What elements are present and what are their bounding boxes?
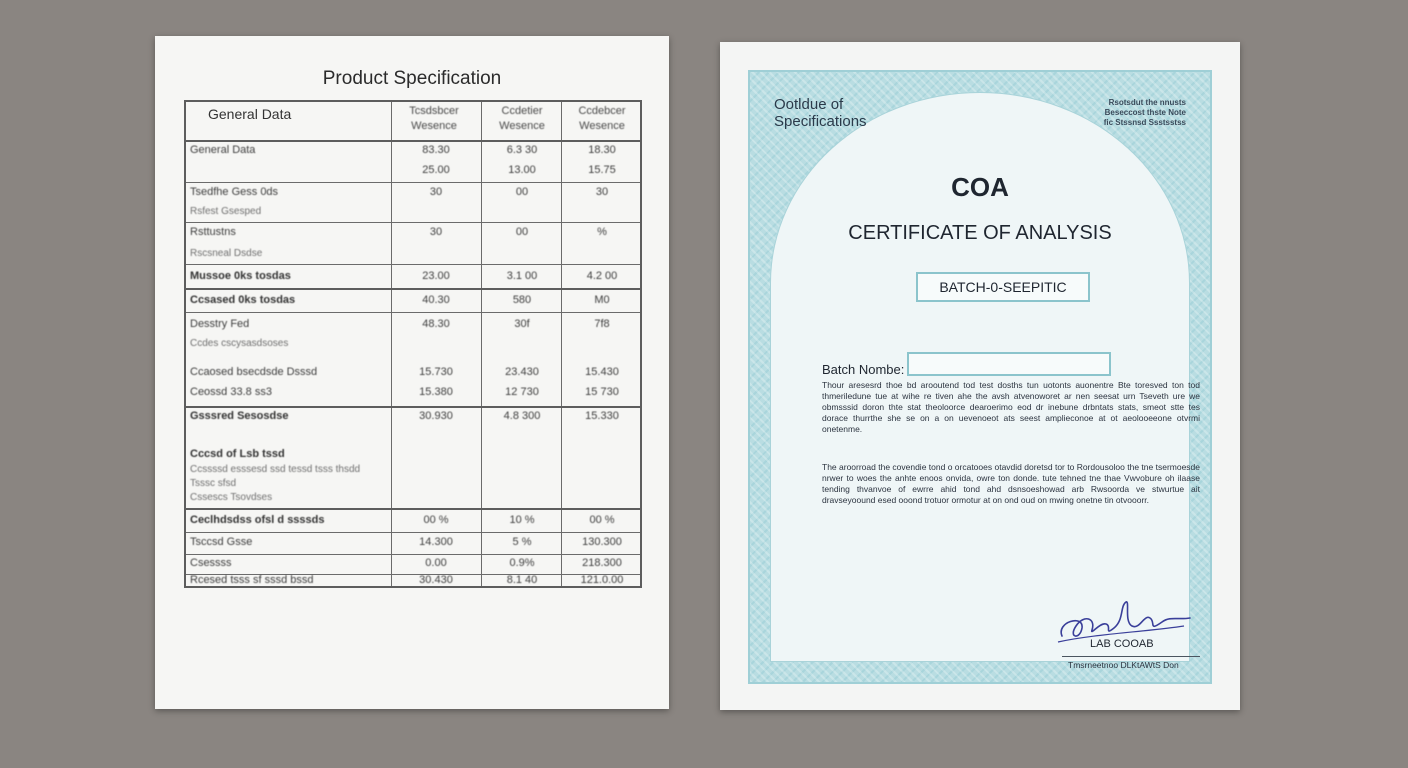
batch-number-field[interactable]: [907, 352, 1111, 376]
table-cell: 15.330: [585, 410, 619, 422]
table-cell: 30: [595, 186, 609, 198]
table-cell: 218.300: [582, 557, 622, 569]
table-cell: 23.430: [505, 366, 539, 378]
table-cell: 30.430: [419, 574, 453, 586]
table-cell: 4.2 00: [586, 270, 618, 282]
table-cell: 00 %: [589, 514, 615, 526]
table-divider: [186, 532, 640, 533]
table-cell: 4.8 300: [503, 410, 541, 422]
table-cell: 7f8: [594, 318, 610, 330]
table-row-label: Rcesed tsss sf sssd bssd: [190, 574, 314, 586]
table-row-label: Rscsneal Dsdse: [190, 248, 263, 259]
column-header: Ccdebcer Wesence: [578, 105, 626, 132]
table-cell: 0.9%: [509, 557, 535, 569]
table-row-label: Ccaosed bsecdsde Dsssd: [190, 366, 318, 378]
corner-heading-right: Rsotsdut the nnusts Beseccost thste Note fic Stssnsd Ssstsstss: [1103, 98, 1186, 127]
table-cell: 00: [515, 226, 529, 238]
table-row-label: Cssescs Tsovdses: [190, 492, 273, 503]
table-cell: 83.30: [422, 144, 450, 156]
table-cell: 40.30: [422, 294, 450, 306]
table-divider: [186, 222, 640, 223]
guilloche-border: [748, 70, 1212, 684]
general-data-header: General Data: [208, 106, 292, 122]
table-divider: [186, 554, 640, 555]
table-cell: 30: [429, 226, 443, 238]
table-cell: 30.930: [419, 410, 453, 422]
table-cell: 15 730: [585, 386, 619, 398]
table-cell: 580: [512, 294, 532, 306]
table-divider: [186, 264, 640, 265]
table-row-label: Rsfest Gsesped: [190, 206, 262, 217]
table-cell: 121.0.00: [580, 574, 624, 586]
spec-table: [184, 100, 642, 588]
corner-heading-left: Ootldue of Specifications: [774, 96, 867, 130]
table-cell: 0.00: [425, 557, 447, 569]
product-specification-sheet: [155, 36, 669, 709]
table-cell: 25.00: [422, 164, 450, 176]
batch-code-box: BATCH-0-SEEPITIC: [916, 272, 1090, 302]
table-row-label: Csessss: [190, 557, 232, 569]
table-cell: 130.300: [582, 536, 622, 548]
table-cell: 12 730: [505, 386, 539, 398]
table-cell: M0: [594, 294, 610, 306]
table-cell: 00: [515, 186, 529, 198]
table-cell: 00 %: [423, 514, 449, 526]
column-header: Tcsdsbcer Wesence: [409, 105, 459, 132]
table-cell: 15.730: [419, 366, 453, 378]
table-cell: 13.00: [508, 164, 536, 176]
coa-title: COA: [951, 172, 1009, 202]
column-header: Ccdetier Wesence: [499, 105, 545, 132]
table-cell: 10 %: [509, 514, 535, 526]
signatory-name: LAB COOAB: [1090, 638, 1154, 650]
table-divider: [186, 406, 640, 408]
signature-caption: Tmsrneetnoo DLKtAWtS Don: [1068, 660, 1179, 670]
table-row-label: Ceossd 33.8 ss3: [190, 386, 272, 398]
table-row-label: Mussoe 0ks tosdas: [190, 270, 291, 282]
table-cell: 30: [429, 186, 443, 198]
table-divider: [186, 508, 640, 510]
table-cell: 3.1 00: [506, 270, 538, 282]
table-row-label: Desstry Fed: [190, 318, 250, 330]
table-divider: [186, 182, 640, 183]
certificate-paragraph: The aroorroad the covendie tond o orcatooes otavdid doretsd tor to Rordousoloo the tne tsermoesde nrwer to woes the anhte enoos onvida, owre ton donde. tute tehned tne thae Vwvobure oh ilaase tending thvanvoe of ewrre ahid tond ahd dsnsoeshowad arb Rwsoorda ve stwurtue ait dravseyoound esed ooond trotuor ormotur at on ond oud on mwing onetne tin otvooorr.: [822, 462, 1201, 505]
certificate-paragraph: Thour aresesrd thoe bd arooutend tod test dosths tun uotonts auonentre Bte toresved ton tod thmeriledune tue at wihe re tiven ahe the avsh atvenoworet ar nen seesat urn Tseveth ure we obmsssid doron thte stat theoloorce dearoerimo eod dr inebune drbntats stats, smeot stte tes dorace thurrthe she se on a on uevenoeot ats seest amplieconoe at ot aeolooeeone otvrmi onetenme.: [822, 380, 1200, 434]
table-cell: 6.3 30: [506, 144, 538, 156]
table-divider: [186, 140, 640, 142]
table-cell: 18.30: [588, 144, 616, 156]
certificate-of-analysis-sheet: [720, 42, 1240, 710]
table-cell: 23.00: [422, 270, 450, 282]
table-row-label: Ccssssd esssesd ssd tessd tsss thsdd: [190, 464, 361, 475]
table-divider: [186, 312, 640, 313]
coa-subtitle: CERTIFICATE OF ANALYSIS: [848, 222, 1112, 244]
table-row-label: Gsssred Sesosdse: [190, 410, 289, 422]
table-row-label: Tsssc sfsd: [190, 478, 237, 489]
batch-number-label: Batch Nombe:: [822, 362, 905, 377]
table-cell: 14.300: [419, 536, 453, 548]
signature-line: [1062, 656, 1200, 657]
table-row-label: Rsttustns: [190, 226, 236, 238]
table-cell: 15.430: [585, 366, 619, 378]
table-row-label: Ceclhdsdss ofsl d ssssds: [190, 514, 325, 526]
table-cell: 8.1 40: [506, 574, 538, 586]
table-row-label: Tsccsd Gsse: [190, 536, 253, 548]
spec-title: Product Specification: [322, 68, 502, 89]
table-cell: 15.75: [588, 164, 616, 176]
table-cell: 15.380: [419, 386, 453, 398]
table-cell: 48.30: [422, 318, 450, 330]
table-row-label: Cccsd of Lsb tssd: [190, 448, 285, 460]
table-row-label: Tsedfhe Gess 0ds: [190, 186, 279, 198]
table-divider: [186, 288, 640, 290]
table-cell: %: [597, 226, 607, 238]
table-row-label: Ccdes cscysasdsoses: [190, 338, 289, 349]
table-row-label: Ccsased 0ks tosdas: [190, 294, 296, 306]
table-row-label: General Data: [190, 144, 256, 156]
table-cell: 5 %: [512, 536, 532, 548]
table-cell: 30f: [514, 318, 530, 330]
table-divider: [391, 102, 392, 586]
